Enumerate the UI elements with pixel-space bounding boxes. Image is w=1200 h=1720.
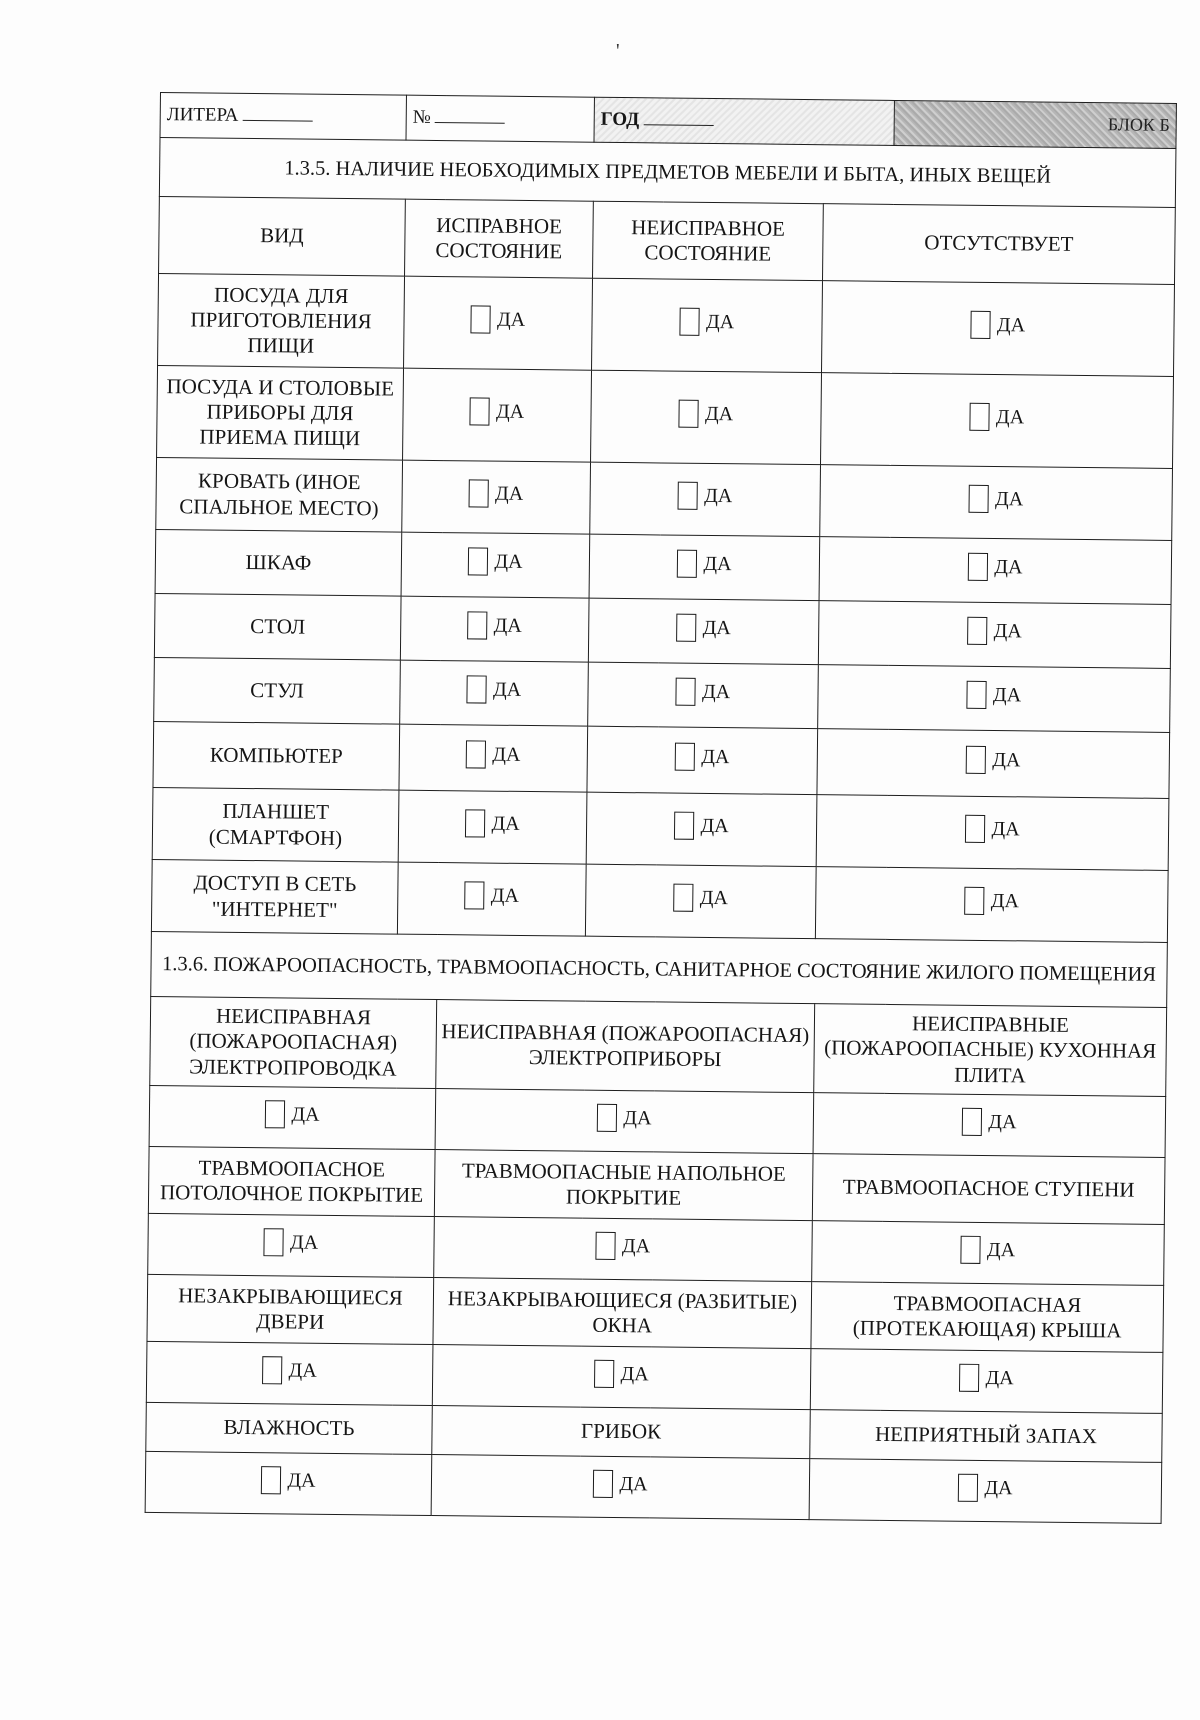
checkbox-square-icon	[675, 743, 695, 771]
section-135-title: 1.3.5. НАЛИЧИЕ НЕОБХОДИМЫХ ПРЕДМЕТОВ МЕБЕЛИ И БЫТА, ИНЫХ ВЕЩЕЙ	[159, 138, 1176, 208]
yes-label: ДА	[493, 615, 522, 638]
yes-label: ДА	[621, 1234, 651, 1258]
checkbox-square-icon	[677, 614, 697, 642]
yes-label: ДА	[620, 1362, 649, 1386]
broken-checkbox[interactable]	[677, 550, 731, 579]
checkbox-square-icon	[959, 1364, 979, 1392]
checkbox-square-icon	[465, 810, 485, 838]
yes-label: ДА	[699, 887, 728, 910]
checkbox-square-icon	[468, 612, 488, 640]
hazard-label: НЕИСПРАВНАЯ (ПОЖАРООПАСНАЯ) ЭЛЕКТРОПРОВОДКА	[150, 996, 437, 1088]
item-label: ПОСУДА И СТОЛОВЫЕ ПРИБОРЫ ДЛЯ ПРИЕМА ПИЩИ	[157, 365, 404, 460]
hazard-checkbox[interactable]	[264, 1228, 318, 1257]
yes-label: ДА	[702, 617, 731, 640]
hazard-label: НЕЗАКРЫВАЮЩИЕСЯ ДВЕРИ	[147, 1274, 434, 1344]
ok-checkbox[interactable]	[468, 548, 522, 577]
checkbox-square-icon	[593, 1470, 613, 1498]
ok-checkbox[interactable]	[465, 810, 519, 839]
yes-label: ДА	[291, 1103, 320, 1126]
col-absent-header: ОТСУТСТВУЕТ	[823, 204, 1176, 285]
yes-label: ДА	[994, 488, 1024, 511]
absent-checkbox[interactable]	[965, 887, 1019, 916]
checkbox-square-icon	[677, 550, 697, 578]
checkbox-square-icon	[962, 1108, 982, 1136]
hazard-check-row	[146, 1341, 1163, 1413]
hazard-checkbox[interactable]	[594, 1360, 648, 1389]
absent-checkbox[interactable]	[968, 617, 1022, 646]
hazard-label: ВЛАЖНОСТЬ	[146, 1402, 433, 1454]
hazard-checkbox[interactable]	[596, 1232, 650, 1261]
checkbox-square-icon	[966, 746, 986, 774]
yes-label: ДА	[287, 1469, 316, 1492]
checkbox-square-icon	[969, 485, 989, 513]
broken-checkbox[interactable]	[678, 482, 732, 511]
checkbox-square-icon	[468, 548, 488, 576]
hazard-label: НЕПРИЯТНЫЙ ЗАПАХ	[810, 1410, 1163, 1463]
yes-label: ДА	[986, 1238, 1016, 1262]
checkbox-square-icon	[967, 681, 987, 709]
year-cell	[594, 97, 894, 145]
item-row	[152, 787, 1169, 870]
item-label: СТОЛ	[154, 593, 401, 660]
hazard-label: ТРАВМООПАСНОЕ СТУПЕНИ	[812, 1154, 1165, 1225]
yes-label: ДА	[993, 620, 1022, 643]
absent-checkbox[interactable]	[968, 553, 1022, 582]
item-row	[155, 529, 1172, 604]
hazard-checkbox[interactable]	[962, 1108, 1016, 1137]
checkbox-square-icon	[467, 676, 487, 704]
litera-cell	[160, 93, 406, 141]
ok-checkbox[interactable]	[471, 306, 525, 335]
absent-checkbox[interactable]	[969, 485, 1023, 514]
checkbox-square-icon	[674, 884, 694, 912]
yes-label: ДА	[495, 483, 524, 506]
item-label: ПОСУДА ДЛЯ ПРИГОТОВЛЕНИЯ ПИЩИ	[158, 273, 405, 368]
yes-label: ДА	[984, 1476, 1013, 1500]
yes-label: ДА	[492, 679, 522, 702]
item-row	[158, 273, 1175, 376]
hazard-label: НЕИСПРАВНЫЕ (ПОЖАРООПАСНЫЕ) КУХОННАЯ ПЛИТА	[814, 1004, 1167, 1097]
col-ok-header: ИСПРАВНОЕ СОСТОЯНИЕ	[405, 199, 594, 278]
hazard-label-row	[147, 1274, 1164, 1352]
ok-checkbox[interactable]	[470, 398, 524, 427]
yes-label: ДА	[494, 551, 523, 574]
absent-checkbox[interactable]	[966, 746, 1020, 775]
ok-checkbox[interactable]	[466, 741, 520, 770]
broken-checkbox[interactable]	[679, 400, 733, 429]
ok-checkbox[interactable]	[468, 612, 522, 641]
checkbox-square-icon	[265, 1100, 285, 1128]
broken-checkbox[interactable]	[674, 884, 728, 913]
checkbox-square-icon	[594, 1360, 614, 1388]
checkbox-square-icon	[958, 1474, 978, 1502]
broken-checkbox[interactable]	[680, 308, 734, 337]
ok-checkbox[interactable]	[465, 882, 519, 911]
block-cell	[894, 100, 1176, 148]
checkbox-square-icon	[961, 1236, 981, 1264]
checkbox-square-icon	[965, 815, 985, 843]
hazard-label: ТРАВМООПАСНЫЕ НАПОЛЬНОЕ ПОКРЫТИЕ	[434, 1150, 813, 1221]
checkbox-square-icon	[676, 678, 696, 706]
yes-label: ДА	[288, 1359, 317, 1382]
item-label: КОМПЬЮТЕР	[153, 721, 400, 790]
hazard-label-row	[148, 1146, 1165, 1224]
absent-checkbox[interactable]	[971, 311, 1025, 340]
ok-checkbox[interactable]	[467, 676, 521, 705]
yes-label: ДА	[619, 1472, 648, 1496]
yes-label: ДА	[289, 1231, 319, 1254]
s135-title-row	[159, 138, 1176, 208]
item-row	[154, 657, 1171, 732]
hazard-label: НЕИСПРАВНАЯ (ПОЖАРООПАСНАЯ) ЭЛЕКТРОПРИБОРЫ	[436, 1000, 815, 1093]
checkbox-square-icon	[471, 306, 491, 334]
hazard-checkbox[interactable]	[593, 1470, 647, 1499]
number-label: №	[412, 106, 431, 128]
scan-speck: '	[616, 40, 620, 62]
item-row	[153, 721, 1170, 798]
yes-label: ДА	[996, 314, 1026, 337]
yes-label: ДА	[992, 684, 1022, 707]
number-blank[interactable]	[435, 122, 505, 124]
yes-label: ДА	[490, 885, 519, 908]
item-label: ДОСТУП В СЕТЬ "ИНТЕРНЕТ"	[151, 859, 398, 934]
checkbox-square-icon	[264, 1228, 284, 1256]
hazard-checkbox[interactable]	[958, 1474, 1012, 1503]
hazard-label: ТРАВМООПАСНАЯ (ПРОТЕКАЮЩАЯ) КРЫША	[811, 1282, 1164, 1353]
item-row	[156, 457, 1173, 540]
hazard-checkbox[interactable]	[261, 1466, 315, 1495]
col-broken-header: НЕИСПРАВНОЕ СОСТОЯНИЕ	[593, 201, 824, 280]
hazard-label: НЕЗАКРЫВАЮЩИЕСЯ (РАЗБИТЫЕ) ОКНА	[433, 1278, 812, 1349]
yes-label: ДА	[705, 311, 735, 334]
checkbox-square-icon	[261, 1466, 281, 1494]
yes-label: ДА	[994, 556, 1023, 579]
checkbox-square-icon	[262, 1356, 282, 1384]
hazard-check-row	[149, 1085, 1166, 1157]
block-label: БЛОК Б	[1107, 114, 1170, 136]
litera-blank[interactable]	[242, 119, 312, 121]
yes-label: ДА	[700, 815, 729, 838]
s136-title-row	[151, 931, 1168, 1007]
hazard-checkbox[interactable]	[961, 1236, 1015, 1265]
year-blank[interactable]	[643, 124, 713, 126]
absent-checkbox[interactable]	[967, 681, 1021, 710]
checkbox-square-icon	[678, 482, 698, 510]
checkbox-square-icon	[971, 311, 991, 339]
yes-label: ДА	[496, 309, 526, 332]
hazard-checkbox[interactable]	[597, 1104, 651, 1133]
yes-label: ДА	[704, 403, 734, 426]
yes-label: ДА	[995, 406, 1025, 429]
hazard-checkbox[interactable]	[959, 1364, 1013, 1393]
item-row	[154, 593, 1171, 668]
yes-label: ДА	[704, 485, 733, 508]
year-label: ГОД	[600, 108, 640, 130]
yes-label: ДА	[992, 749, 1021, 772]
yes-label: ДА	[991, 818, 1020, 841]
checkbox-square-icon	[470, 398, 490, 426]
checkbox-square-icon	[965, 887, 985, 915]
checkbox-square-icon	[465, 882, 485, 910]
item-label: СТУЛ	[154, 657, 401, 724]
ok-checkbox[interactable]	[469, 480, 523, 509]
yes-label: ДА	[988, 1110, 1017, 1134]
broken-checkbox[interactable]	[677, 614, 731, 643]
item-row	[157, 365, 1174, 468]
yes-label: ДА	[492, 744, 521, 767]
yes-label: ДА	[990, 890, 1019, 913]
item-label: ШКАФ	[155, 529, 402, 596]
checkbox-square-icon	[680, 308, 700, 336]
yes-label: ДА	[491, 813, 520, 836]
absent-checkbox[interactable]	[970, 403, 1024, 432]
yes-label: ДА	[985, 1366, 1014, 1390]
number-cell	[406, 95, 594, 142]
checkbox-square-icon	[968, 617, 988, 645]
hazard-label: ТРАВМООПАСНОЕ ПОТОЛОЧНОЕ ПОКРЫТИЕ	[148, 1146, 435, 1216]
col-kind-header: ВИД	[159, 196, 406, 276]
form-table	[145, 92, 1177, 1524]
s135-header-row	[159, 196, 1176, 284]
checkbox-square-icon	[968, 553, 988, 581]
checkbox-square-icon	[970, 403, 990, 431]
yes-label: ДА	[703, 553, 732, 576]
checkbox-square-icon	[466, 741, 486, 769]
yes-label: ДА	[623, 1106, 652, 1130]
hazard-checkbox[interactable]	[265, 1100, 319, 1129]
hazard-check-row	[145, 1451, 1162, 1523]
hazard-label-row	[150, 996, 1167, 1096]
litera-label: ЛИТЕРА	[166, 103, 239, 126]
hazard-check-row	[148, 1213, 1165, 1285]
section-136-title: 1.3.6. ПОЖАРООПАСНОСТЬ, ТРАВМООПАСНОСТЬ, САНИТАРНОЕ СОСТОЯНИЕ ЖИЛОГО ПОМЕЩЕНИЯ	[151, 931, 1168, 1007]
hazard-label: ГРИБОК	[432, 1406, 811, 1459]
hazard-checkbox[interactable]	[262, 1356, 316, 1385]
broken-checkbox[interactable]	[674, 812, 728, 841]
checkbox-square-icon	[596, 1232, 616, 1260]
form-sheet	[145, 92, 1176, 1524]
checkbox-square-icon	[679, 400, 699, 428]
checkbox-square-icon	[597, 1104, 617, 1132]
checkbox-square-icon	[469, 480, 489, 508]
broken-checkbox[interactable]	[675, 743, 729, 772]
item-label: ПЛАНШЕТ (СМАРТФОН)	[152, 787, 399, 862]
item-row	[151, 859, 1168, 942]
item-label: КРОВАТЬ (ИНОЕ СПАЛЬНОЕ МЕСТО)	[156, 457, 403, 532]
broken-checkbox[interactable]	[676, 678, 730, 707]
checkbox-square-icon	[674, 812, 694, 840]
absent-checkbox[interactable]	[965, 815, 1019, 844]
yes-label: ДА	[701, 746, 730, 769]
yes-label: ДА	[495, 401, 525, 424]
yes-label: ДА	[701, 681, 731, 704]
